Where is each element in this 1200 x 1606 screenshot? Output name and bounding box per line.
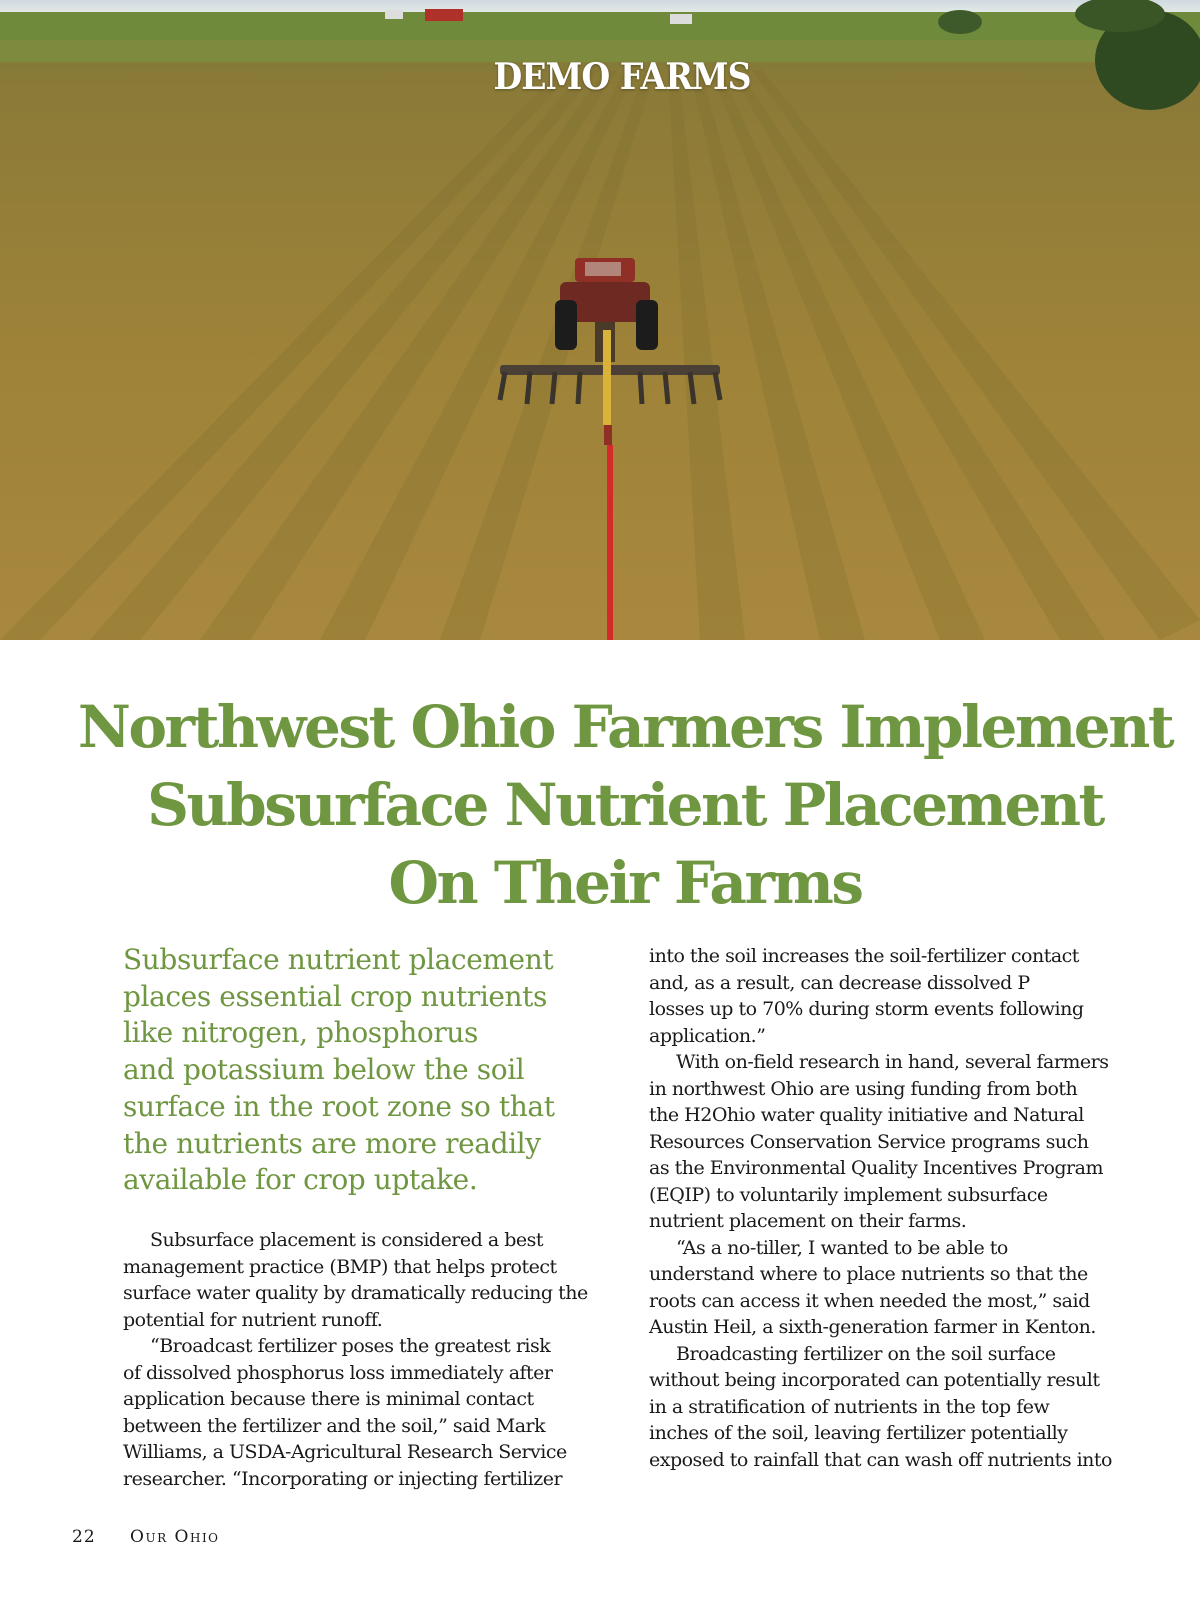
lede-line: Subsurface nutrient placement bbox=[123, 943, 554, 976]
body-line: researcher. “Incorporating or injecting fertilizer bbox=[123, 1467, 563, 1490]
body-line: between the fertilizer and the soil,” said Mark bbox=[123, 1414, 546, 1437]
body-line: in a stratification of nutrients in the top few bbox=[649, 1395, 1050, 1418]
body-line: potential for nutrient runoff. bbox=[123, 1308, 383, 1331]
body-line: application because there is minimal contact bbox=[123, 1388, 534, 1410]
body-line: as the Environmental Quality Incentives Program bbox=[649, 1157, 1103, 1179]
headline-line: Northwest Ohio Farmers Implement bbox=[77, 693, 1173, 761]
body-line: (EQIP) to voluntarily implement subsurface bbox=[649, 1183, 1048, 1206]
body-line: nutrient placement on their farms. bbox=[649, 1210, 967, 1232]
body-line: the H2Ohio water quality initiative and Natural bbox=[649, 1104, 1084, 1126]
hero-photo bbox=[0, 0, 1200, 640]
body-line: exposed to rainfall that can wash off nutrients into bbox=[649, 1448, 1112, 1471]
body-line: With on-field research in hand, several farmers bbox=[676, 1051, 1109, 1073]
body-line: and, as a result, can decrease dissolved P bbox=[649, 971, 1030, 994]
body-line: losses up to 70% during storm events following bbox=[649, 998, 1084, 1020]
body-line: management practice (BMP) that helps protect bbox=[123, 1255, 557, 1278]
lede-line: and potassium below the soil bbox=[123, 1053, 525, 1087]
lede-line: places essential crop nutrients bbox=[123, 979, 547, 1013]
headline-line: Subsurface Nutrient Placement bbox=[147, 771, 1103, 839]
body-column-right bbox=[649, 943, 1129, 1473]
lede-line: available for crop uptake. bbox=[123, 1163, 478, 1197]
body-line: roots can access it when needed the most,” said bbox=[649, 1289, 1090, 1312]
body-line: “Broadcast fertilizer poses the greatest risk bbox=[150, 1335, 551, 1357]
body-line: Subsurface placement is considered a best bbox=[150, 1229, 544, 1251]
body-line: Williams, a USDA-Agricultural Research Service bbox=[123, 1441, 567, 1463]
section-label: DEMO FARMS bbox=[493, 56, 751, 98]
lede-line: surface in the root zone so that bbox=[123, 1089, 555, 1123]
body-line: understand where to place nutrients so that the bbox=[649, 1263, 1088, 1285]
page-footer bbox=[72, 1527, 220, 1547]
body-line: “As a no-tiller, I wanted to be able to bbox=[676, 1236, 1008, 1259]
lede-paragraph bbox=[123, 942, 603, 1199]
body-line: without being incorporated can potentially result bbox=[649, 1369, 1100, 1391]
page-number: 22 bbox=[72, 1527, 96, 1547]
lede-line: the nutrients are more readily bbox=[123, 1126, 541, 1160]
body-line: Resources Conservation Service programs such bbox=[649, 1130, 1089, 1153]
headline-line: On Their Farms bbox=[388, 849, 862, 917]
body-line: of dissolved phosphorus loss immediately after bbox=[123, 1361, 553, 1384]
body-line: in northwest Ohio are using funding from both bbox=[649, 1077, 1078, 1100]
article-headline bbox=[60, 688, 1190, 922]
body-line: surface water quality by dramatically reducing the bbox=[123, 1282, 588, 1304]
body-column-left bbox=[123, 1227, 603, 1492]
publication-name: Our Ohio bbox=[130, 1527, 220, 1547]
fertilizer-hose bbox=[607, 445, 613, 640]
body-line: application.” bbox=[649, 1024, 766, 1047]
body-line: into the soil increases the soil-fertilizer contact bbox=[649, 945, 1079, 967]
lede-line: like nitrogen, phosphorus bbox=[123, 1016, 478, 1050]
body-line: Austin Heil, a sixth-generation farmer in Kenton. bbox=[649, 1316, 1096, 1338]
body-line: inches of the soil, leaving fertilizer potentially bbox=[649, 1422, 1068, 1444]
body-line: Broadcasting fertilizer on the soil surface bbox=[676, 1342, 1056, 1365]
